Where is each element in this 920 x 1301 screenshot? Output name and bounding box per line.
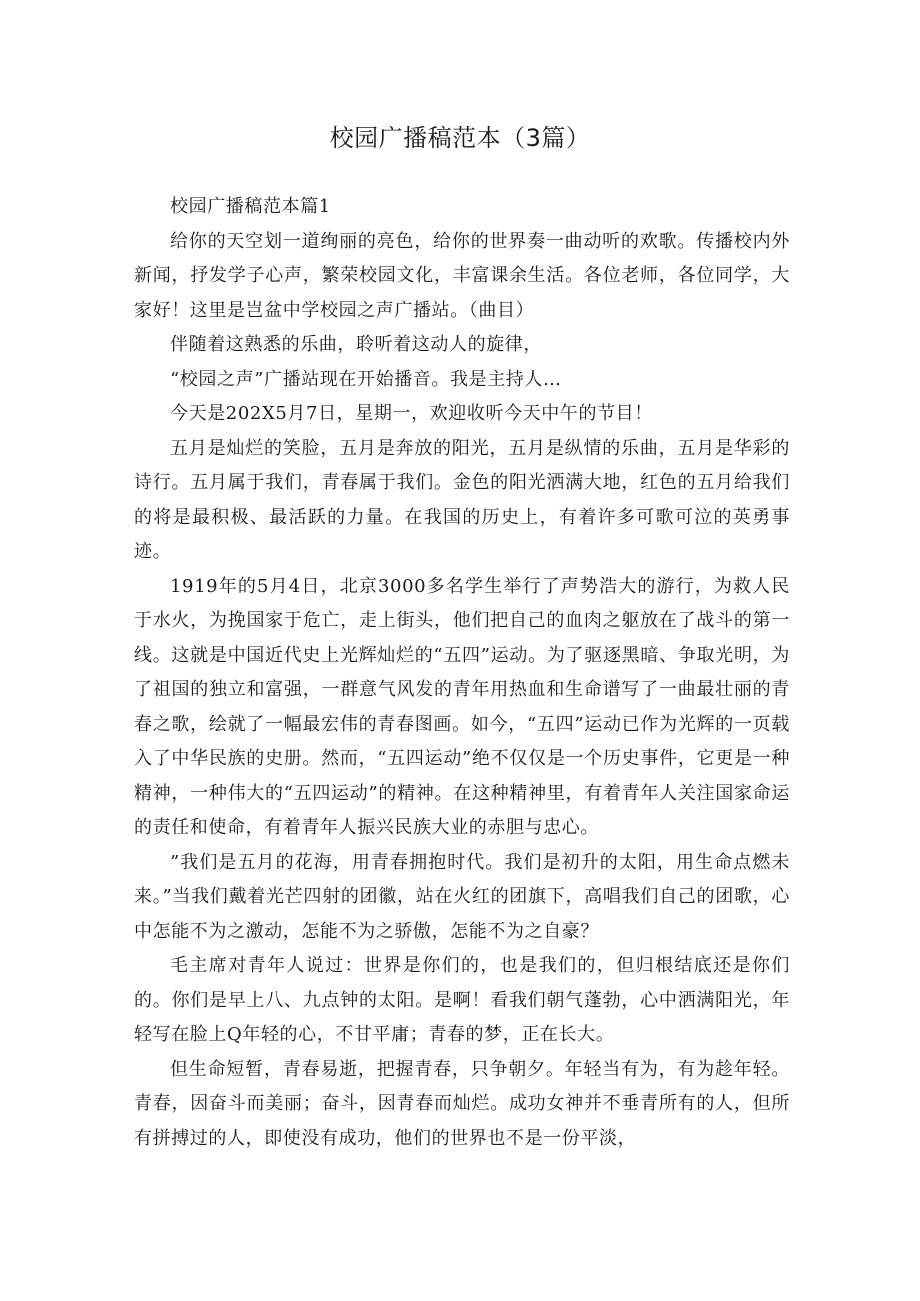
section-heading: 校园广播稿范本篇1	[170, 196, 331, 217]
document-title: 校园广播稿范本（3篇）	[329, 124, 591, 152]
paragraph: 毛主席对青年人说过：世界是你们的，也是我们的，但归根结底还是你们的。你们是早上八、九点钟的太阳。是啊！看我们朝气蓬勃，心中洒满阳光，年轻写在脸上Q年轻的心，不甘平庸；青春的梦，正在长大。	[134, 955, 790, 1045]
paragraph: 1919年的5月4日，北京3000多名学生举行了声势浩大的游行，为救人民于水火，为挽国家于危亡，走上街头，他们把自己的血肉之躯放在了战斗的第一线。这就是中国近代史上光辉灿烂的“五四”运动。为了驱逐黑暗、争取光明，为了祖国的独立和富强，一群意气风发的青年用热血和生命谱写了一曲最壮丽的青春之歌，绘就了一幅最宏伟的青春图画。如今，“五四”运动已作为光辉的一页载入了中华民族的史册。然而，“五四运动”绝不仅仅是一个历史事件，它更是一种精神，一种伟大的“五四运动”的精神。在这种精神里，有着青年人关注国家命运的责任和使命，有着青年人振兴民族大业的赤胆与忠心。	[134, 575, 790, 838]
paragraph: 但生命短暂，青春易逝，把握青春，只争朝夕。年轻当有为，有为趁年轻。青春，因奋斗而美丽；奋斗，因青春而灿烂。成功女神并不垂青所有的人，但所有拼搏过的人，即使没有成功，他们的世界也不是一份平淡，	[134, 1058, 790, 1149]
paragraph: “校园之声”广播站现在开始播音。我是主持人…	[170, 368, 562, 390]
paragraph: 给你的天空划一道绚丽的亮色，给你的世界奏一曲动听的欢歌。传播校内外新闻，抒发学子心声，繁荣校园文化，丰富课余生活。各位老师，各位同学，大家好！这里是岂盆中学校园之声广播站。（曲目）	[134, 230, 790, 321]
document-body	[134, 190, 790, 1156]
paragraph: 五月是灿烂的笑脸，五月是奔放的阳光，五月是纵情的乐曲，五月是华彩的诗行。五月属于我们，青春属于我们。金色的阳光洒满大地，红色的五月给我们的将是最积极、最活跃的力量。在我国的历史上，有着许多可歌可泣的英勇事迹。	[134, 437, 790, 562]
paragraph: ”我们是五月的花海，用青春拥抱时代。我们是初升的太阳，用生命点燃未来。”当我们戴着光芒四射的团徽，站在火红的团旗下，高唱我们自己的团歌，心中怎能不为之激动，怎能不为之骄傲，怎能不为之自豪？	[134, 851, 790, 942]
paragraph: 今天是202X5月7日，星期一，欢迎收听今天中午的节目！	[170, 403, 653, 424]
paragraph: 伴随着这熟悉的乐曲，聆听着这动人的旋律，	[170, 334, 542, 355]
